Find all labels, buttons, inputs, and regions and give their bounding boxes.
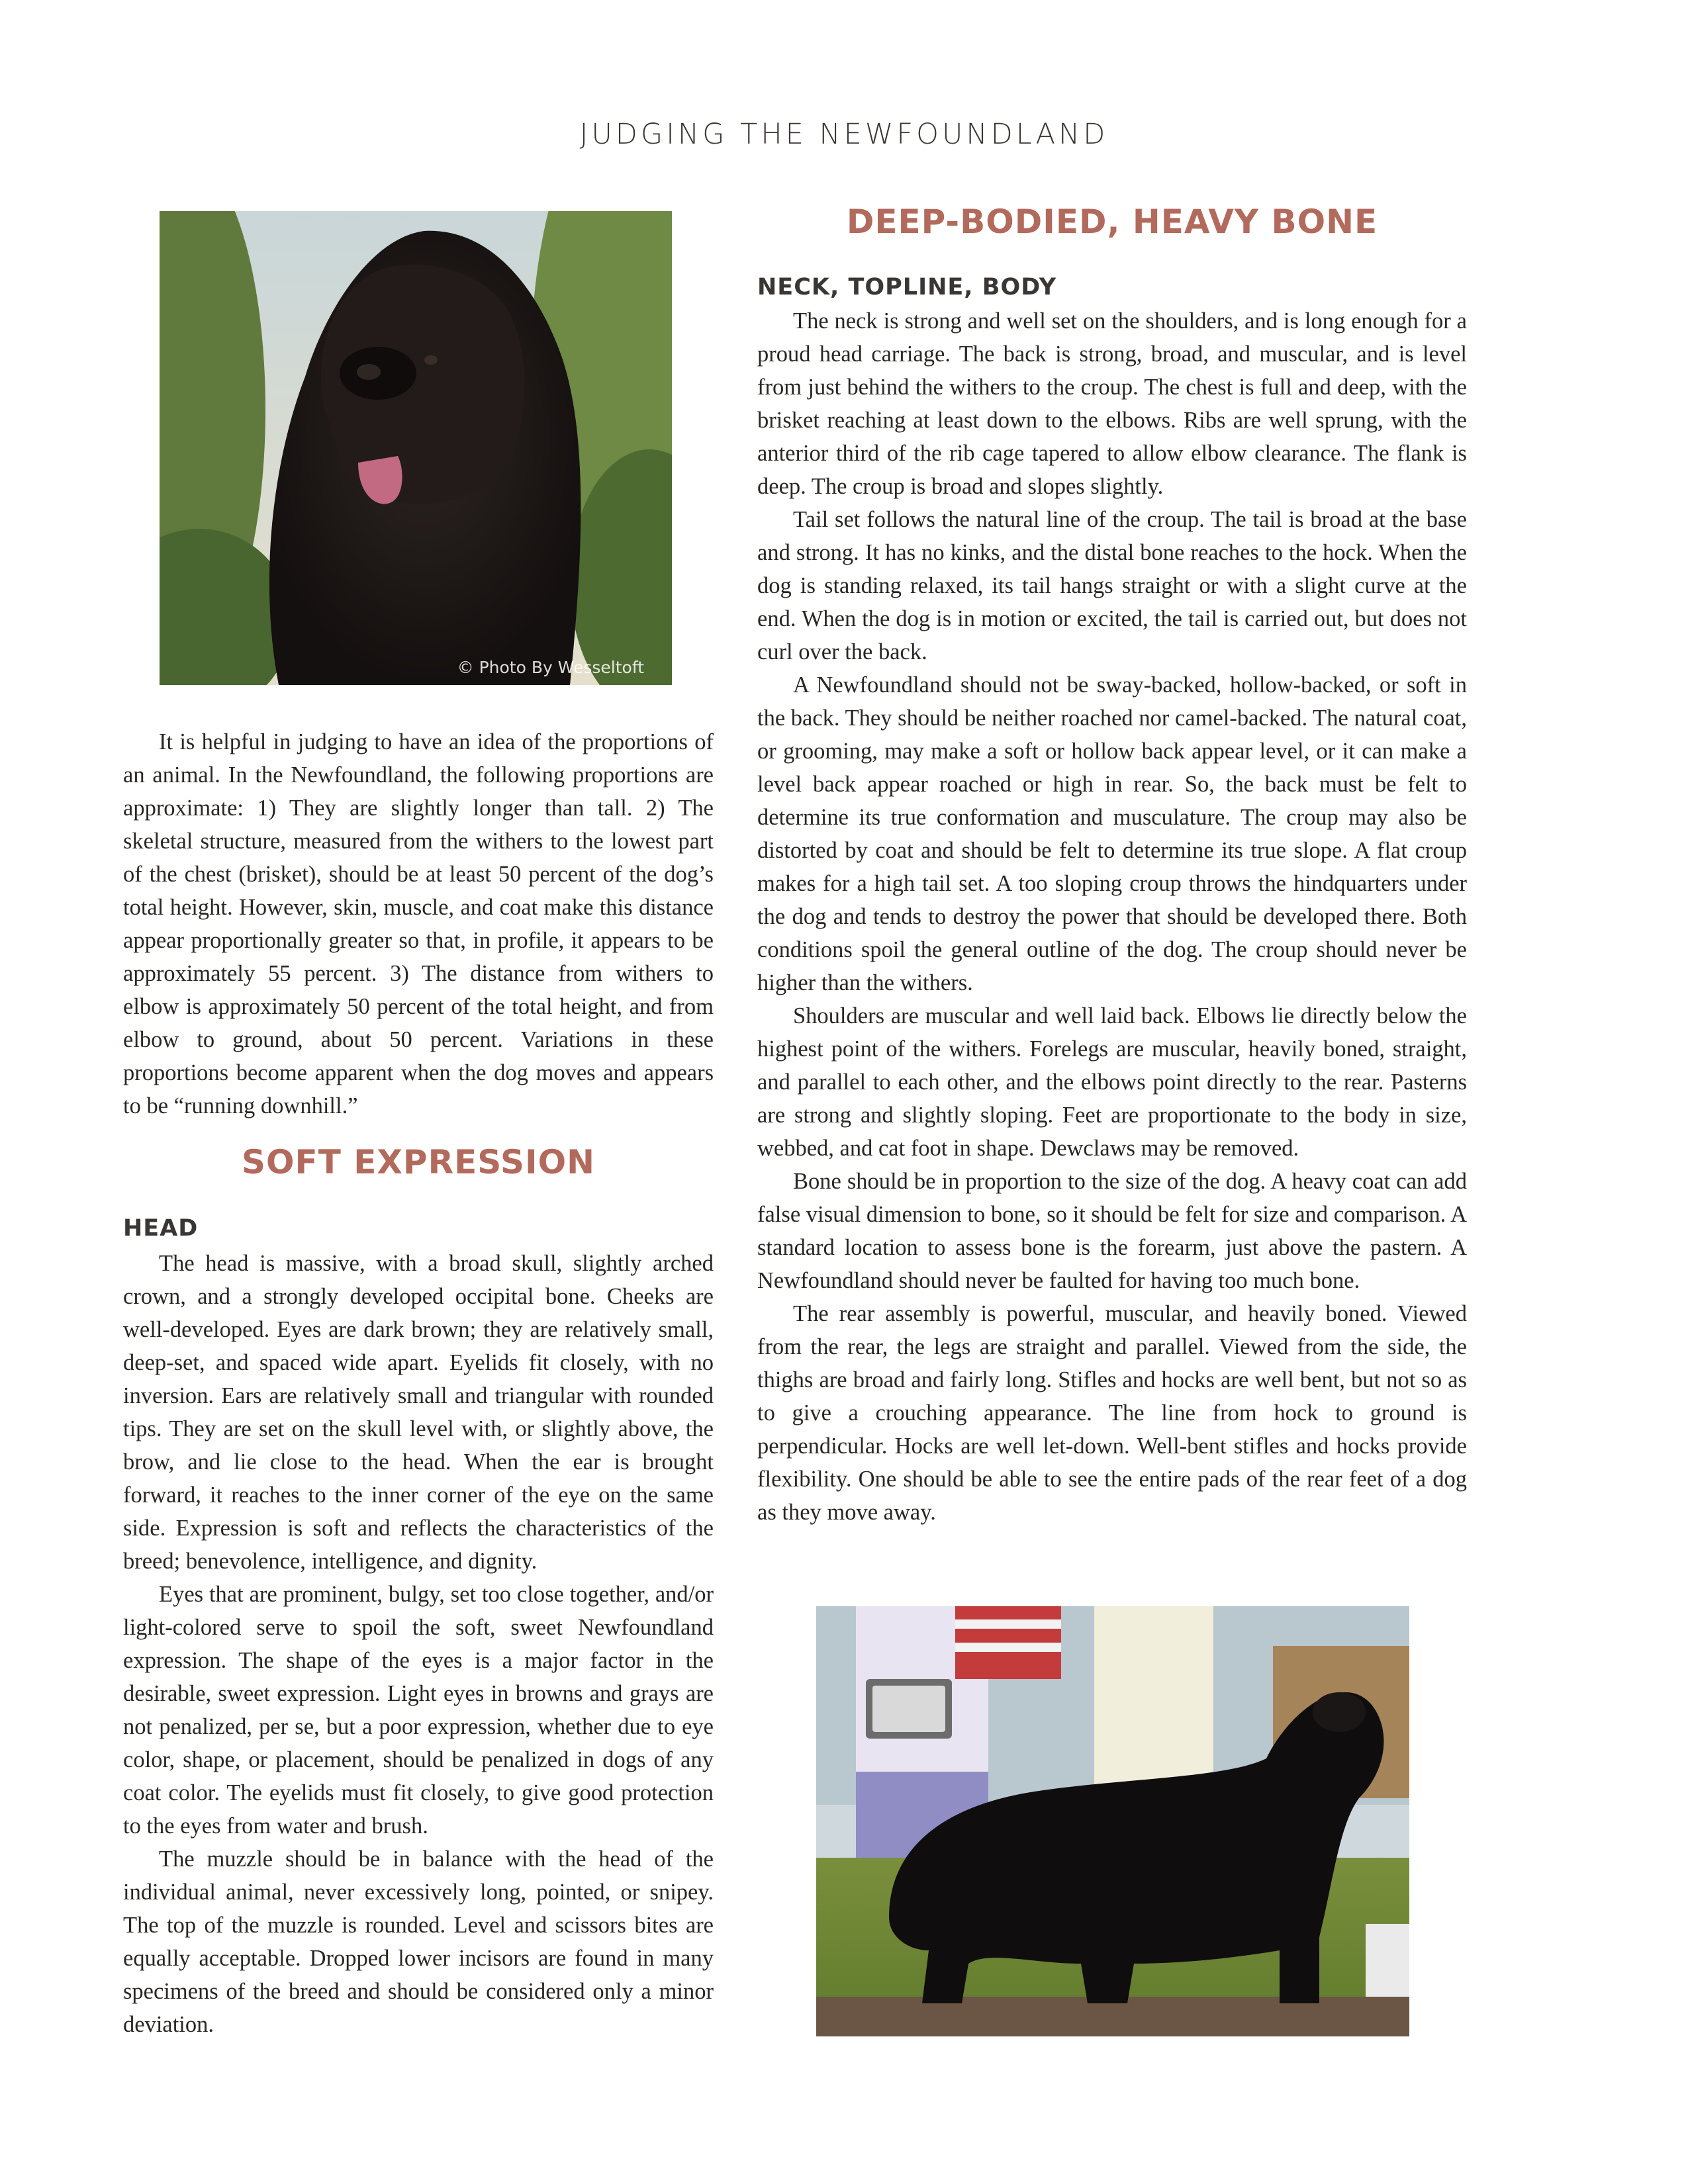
neck-topline-body-subhead: NECK, TOPLINE, BODY (757, 274, 1057, 300)
body-paragraph-5: Bone should be in proportion to the size of the dog. A heavy coat can add false visual dimension to bone, so it should be felt for size and comparison. A standard location to assess bone is the forearm, just above the pastern. A Newfoundland should never be faulted for having too much bone. (757, 1169, 1467, 1293)
newfoundland-head-photo (160, 211, 672, 685)
body-paragraph-3: A Newfoundland should not be sway-backed, hollow-backed, or soft in the back. They should be neither roached nor camel-backed. The natural coat, or grooming, may make a soft or hollow back appear level, or it can make a level back appear roached or high in rear. So, the back must be felt to determine its true conformation and musculature. The croup may also be distorted by coat and should be felt to determine its true slope. A flat croup makes for a high tail set. A too sloping croup throws the hindquarters under the dog and tends to destroy the power that should be developed there. Both conditions spoil the general outline of the dog. The croup should never be higher than the withers. (757, 672, 1467, 995)
body-paragraph-1: The neck is strong and well set on the shoulders, and is long enough for a proud head carriage. The back is strong, broad, and muscular, and is level from just behind the withers to the croup. The chest is full and deep, with the brisket reaching at least down to the elbows. Ribs are well sprung, with the anterior third of the rib cage tapered to allow elbow clearance. The flank is deep. The croup is broad and slopes slightly. (757, 308, 1467, 499)
body-text (757, 304, 1467, 1529)
body-paragraph-4: Shoulders are muscular and well laid back. Elbows lie directly below the highest point of the withers. Forelegs are muscular, heavily boned, straight, and parallel to each other, and the elbows point directly to the rear. Pasterns are strong and slightly sloping. Feet are proportionate to the body in size, webbed, and cat foot in shape. Dewclaws may be removed. (757, 1003, 1467, 1161)
head-photo-illustration (160, 211, 672, 685)
head-subhead: HEAD (123, 1215, 199, 1242)
head-text (123, 1247, 714, 2041)
soft-expression-title: SOFT EXPRESSION (242, 1143, 595, 1181)
body-paragraph-2: Tail set follows the natural line of the croup. The tail is broad at the base and strong. It has no kinks, and the distal bone reaches to the hock. When the dog is standing relaxed, its tail hangs straight or with a slight curve at the end. When the dog is in motion or excited, the tail is carried out, but does not curl over the back. (757, 507, 1467, 664)
stack-photo-illustration (816, 1606, 1409, 2036)
deep-bodied-title: DEEP-BODIED, HEAVY BONE (846, 203, 1378, 241)
intro-text (123, 725, 714, 1122)
head-paragraph-3: The muzzle should be in balance with the head of the individual animal, never excessively long, pointed, or snipey. The top of the muzzle is rounded. Level and scissors bites are equally acceptable. Dropped lower incisors are found in many specimens of the breed and should be considered only a minor deviation. (123, 1846, 714, 2037)
intro-paragraph: It is helpful in judging to have an idea of the proportions of an animal. In the Newfoundland, the following proportions are approximate: 1) They are slightly longer than tall. 2) The skeletal structure, measured from the withers to the lowest part of the chest (brisket), should be at least 50 percent of the dog’s total height. However, skin, muscle, and coat make this distance appear proportionally greater so that, in profile, it appears to be approximately 55 percent. 3) The distance from withers to elbow is approximately 50 percent of the total height, and from elbow to ground, about 50 percent. Variations in these proportions become apparent when the dog moves and appears to be “running downhill.” (123, 729, 714, 1118)
head-paragraph-1: The head is massive, with a broad skull, slightly arched crown, and a strongly developed occipital bone. Cheeks are well-developed. Eyes are dark brown; they are relatively small, deep-set, and spaced wide apart. Eyelids fit closely, with no inversion. Ears are relatively small and triangular with rounded tips. They are set on the skull level with, or slightly above, the brow, and lie close to the head. When the ear is brought forward, it reaches to the inner corner of the eye on the same side. Expression is soft and reflects the characteristics of the breed; benevolence, intelligence, and dignity. (123, 1251, 714, 1574)
running-head: JUDGING THE NEWFOUNDLAND (579, 118, 1109, 151)
body-paragraph-6: The rear assembly is powerful, muscular, and heavily boned. Viewed from the rear, the legs are straight and parallel. Viewed from the side, the thighs are broad and fairly long. Stifles and hocks are well bent, but not so as to give a crouching appearance. The line from hock to ground is perpendicular. Hocks are well let-down. Well-bent stifles and hocks provide flexibility. One should be able to see the entire pads of the rear feet of a dog as they move away. (757, 1301, 1467, 1525)
photo-credit: © Photo By Wesseltoft (457, 658, 644, 677)
newfoundland-stack-photo (816, 1606, 1409, 2036)
head-paragraph-2: Eyes that are prominent, bulgy, set too close together, and/or light-colored serve to spoil the soft, sweet Newfoundland expression. The shape of the eyes is a major factor in the desirable, sweet expression. Light eyes in browns and grays are not penalized, per se, but a poor expression, whether due to eye color, shape, or placement, should be penalized in dogs of any coat color. The eyelids must fit closely, to give good protection to the eyes from water and brush. (123, 1582, 714, 1839)
